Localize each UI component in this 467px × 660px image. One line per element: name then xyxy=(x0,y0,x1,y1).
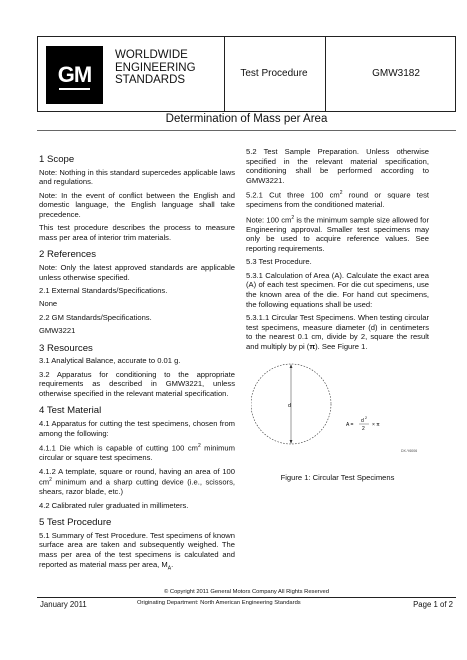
paragraph: 2.1 External Standards/Specifications. xyxy=(39,285,168,295)
paragraph: 3.1 Analytical Balance, accurate to 0.01 g. xyxy=(39,356,181,366)
text-run: 4.1.2 A template, square or round, having an area of 100 cm xyxy=(39,466,235,487)
formula-denominator: 2 xyxy=(362,426,365,432)
section-heading: 2 References xyxy=(39,249,97,261)
paragraph xyxy=(246,189,429,210)
footer-rule xyxy=(37,597,456,598)
standards-label xyxy=(115,49,196,87)
paragraph: This test procedure describes the process to measure mass per area of interior trim materials. xyxy=(39,223,235,242)
paragraph: None xyxy=(39,299,58,309)
formula-numerator: d xyxy=(361,418,364,424)
paragraph: 4.1 Apparatus for cutting the test specimens, chosen from among the following: xyxy=(39,419,235,438)
paragraph xyxy=(39,531,235,574)
standards-line-1: WORLDWIDE xyxy=(115,49,188,61)
footer-origin: Originating Department: North American Engineering Standards xyxy=(137,600,301,606)
paragraph: GMW3221 xyxy=(39,326,76,336)
text-run: 5.2.1 Cut three 100 cm xyxy=(246,190,340,200)
paragraph xyxy=(246,214,429,254)
paragraph xyxy=(246,313,429,351)
gm-logo: GM xyxy=(46,46,103,104)
text-run: minimum and a sharp cutting device (i.e., scissors, shears, razor blade, etc.) xyxy=(39,477,235,497)
doc-number: GMW3182 xyxy=(372,68,420,79)
paragraph: Note: In the event of conflict between the English and domestic language, the English language shall take precedence. xyxy=(39,190,235,219)
standards-line-2: ENGINEERING xyxy=(115,61,196,74)
arrow-up-icon xyxy=(290,364,293,368)
paragraph: Note: Only the latest approved standards are applicable unless otherwise specified. xyxy=(39,262,235,282)
text-run: . xyxy=(171,559,174,569)
superscript: 2 xyxy=(339,190,343,197)
pi-symbol: π xyxy=(309,341,316,351)
text-run: minimum circular or square test specimens. xyxy=(39,443,235,463)
footer-page: Page 1 of 2 xyxy=(413,600,453,609)
section-heading: 3 Resources xyxy=(39,342,93,354)
section-heading: 5 Test Procedure xyxy=(39,517,112,529)
paragraph: 5.3 Test Procedure. xyxy=(246,257,312,267)
paragraph: 5.2 Test Sample Preparation. Unless otherwise specified in the relevant material specification, conditioning shall be performed according to GMW3221. xyxy=(246,147,429,185)
right-column xyxy=(246,147,429,355)
figure-code: DX-Y6006 xyxy=(401,449,418,453)
header-box xyxy=(37,36,456,112)
text-run: round or square test specimens from the conditioned material. xyxy=(246,190,430,210)
title-rule xyxy=(37,130,456,131)
figure-caption: Figure 1: Circular Test Specimens xyxy=(280,473,395,482)
text-run: is the minimum sample size allowed for Engineering approval. Smaller test specimens may only be used to acquire reference values. See reporting requirements. xyxy=(246,215,429,253)
standards-line-3: STANDARDS xyxy=(115,74,186,86)
paragraph xyxy=(39,442,235,463)
formula-lhs: A = xyxy=(346,422,354,428)
superscript: 2 xyxy=(49,477,52,484)
diameter-label: d xyxy=(288,403,291,409)
superscript: 2 xyxy=(291,214,295,221)
text-run: 5.1 Summary of Test Procedure. Test specimens of known surface area are taken and subsequently weighed. The mass per area of the test specimens is calculated and reported as material mass per area, M xyxy=(39,530,235,569)
section-heading: 1 Scope xyxy=(39,154,75,165)
copyright: © Copyright 2011 General Motors Company All Rights Reserved xyxy=(164,589,329,595)
arrow-down-icon xyxy=(290,440,293,444)
paragraph: 4.2 Calibrated ruler graduated in millimeters. xyxy=(39,500,189,510)
footer-date: January 2011 xyxy=(40,600,87,609)
doc-type: Test Procedure xyxy=(240,68,308,79)
left-column xyxy=(39,155,235,578)
superscript: 2 xyxy=(197,443,201,450)
text-run: 4.1.1 Die which is capable of cutting 100 cm xyxy=(39,443,198,453)
paragraph xyxy=(39,467,235,497)
header-divider xyxy=(224,37,225,111)
subscript: A xyxy=(167,565,172,572)
paragraph: 3.2 Apparatus for conditioning to the appropriate requirements as described in GMW3221, unless otherwise specified in the relevant material specification. xyxy=(39,369,235,398)
text-run: Note: 100 cm xyxy=(246,215,292,225)
formula-pi: × π xyxy=(372,422,380,428)
figure-circular-specimen xyxy=(251,360,431,480)
header-divider xyxy=(325,37,326,111)
paragraph: 2.2 GM Standards/Specifications. xyxy=(39,312,152,322)
paragraph: 5.3.1 Calculation of Area (A). Calculate the exact area (A) of each test specimen. For die cut specimens, use the known area of the die. For hand cut specimens, the following equations shall be used: xyxy=(246,270,429,309)
paragraph: Note: Nothing in this standard supercedes applicable laws and regulations. xyxy=(39,167,235,187)
text-run: 5.3.1.1 Circular Test Specimens. When testing circular test specimens, measure diameter (d) in centimeters to the nearest 0.1 cm, divide by 2, square the result and multiply by pi ( xyxy=(246,312,429,351)
section-heading: 4 Test Material xyxy=(39,405,102,417)
page-title: Determination of Mass per Area xyxy=(165,113,328,125)
formula-exponent: 2 xyxy=(365,416,367,420)
text-run: ). See Figure 1. xyxy=(315,341,368,351)
